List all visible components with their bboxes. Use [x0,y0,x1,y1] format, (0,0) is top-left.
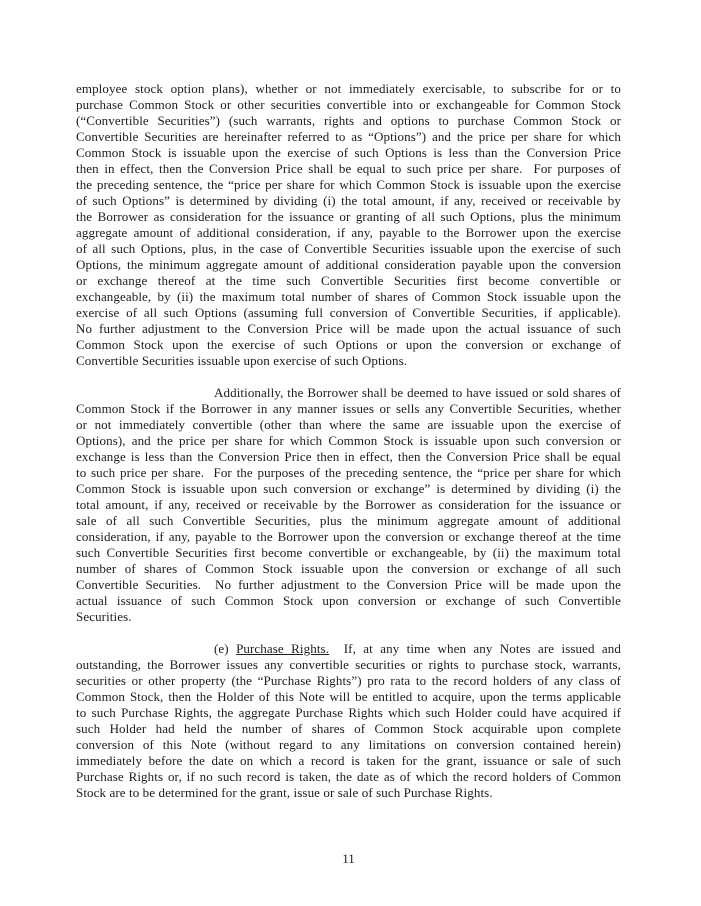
text-segment: the Borrower as consideration for the issuance or granting of all such Options, plus the minimum [76,209,621,224]
text-segment: or exchange thereof at the time such Convertible Securities first become convertible or [76,273,621,288]
text-segment: such Convertible Securities first become convertible or exchangeable, by (ii) the maximum total [76,545,621,560]
text-line [76,81,621,97]
options-adjustment-paragraph [76,81,621,369]
text-line [76,241,621,257]
text-segment: aggregate amount of additional consideration, if any, payable to the Borrower upon the exercise [76,225,621,240]
text-segment: then in effect, then the Conversion Price shall be equal to such price per share. For purposes of [76,161,621,176]
text-line [76,545,621,561]
text-line [76,561,621,577]
convertible-securities-paragraph [76,385,621,625]
text-line [76,97,621,113]
text-segment: Options, the minimum aggregate amount of additional consideration payable upon the conversion [76,257,621,272]
text-segment: immediately before the date on which a record is taken for the grant, issuance or sale of such [76,753,621,768]
text-segment: conversion of this Note (without regard to any limitations on conversion contained herein) [76,737,621,752]
text-line [76,177,621,193]
text-line [76,209,621,225]
text-line [76,705,621,721]
text-segment: Purchase Rights or, if no such record is taken, the date as of which the record holders of Common [76,769,621,784]
text-line [76,609,621,625]
text-segment: total amount, if any, received or receivable by the Borrower as consideration for the issuance or [76,497,621,512]
text-line [76,737,621,753]
text-segment: exchange is less than the Conversion Price then in effect, then the Conversion Price shall be equal [76,449,621,464]
text-line [76,161,621,177]
purchase-rights-paragraph [76,641,621,801]
text-segment: Convertible Securities issuable upon exercise of such Options. [76,353,408,368]
text-line [76,449,621,465]
text-line [76,225,621,241]
page-number: 11 [342,851,355,866]
text-segment: Common Stock is issuable upon the exercise of such Options is less than the Conversion Price [76,145,621,160]
text-segment: Convertible Securities are hereinafter referred to as “Options”) and the price per share for which [76,129,621,144]
text-line [76,417,621,433]
text-line [76,337,621,353]
text-segment: securities or other property (the “Purchase Rights”) pro rata to the record holders of any class of [76,673,621,688]
text-segment: of all such Options, plus, in the case of Convertible Securities issuable upon the exercise of such [76,241,621,256]
text-segment: to such Purchase Rights, the aggregate Purchase Rights which such Holder could have acquired if [76,705,621,720]
text-line [76,689,621,705]
text-segment: of such Options” is determined by dividing (i) the total amount, if any, received or receivable by [76,193,621,208]
text-segment: Common Stock, then the Holder of this Note will be entitled to acquire, upon the terms applicable [76,689,621,704]
text-line [76,257,621,273]
text-segment: No further adjustment to the Conversion Price will be made upon the actual issuance of such [76,321,621,336]
text-line [76,353,621,369]
text-line [76,401,621,417]
text-segment: exchangeable, by (ii) the maximum total number of shares of Common Stock issuable upon the [76,289,621,304]
text-line [76,497,621,513]
text-segment: sale of all such Convertible Securities, plus the minimum aggregate amount of additional [76,513,621,528]
text-line [76,321,621,337]
text-line [76,769,621,785]
text-segment: the preceding sentence, the “price per share for which Common Stock is issuable upon the exercise [76,177,621,192]
text-line [76,593,621,609]
text-line [76,129,621,145]
text-segment: (“Convertible Securities”) (such warrants, rights and options to purchase Common Stock or [76,113,621,128]
text-segment: Common Stock upon the exercise of such Options or upon the conversion or exchange of [76,337,621,352]
text-segment: number of shares of Common Stock issuable upon the conversion or exchange of all such [76,561,621,576]
text-line [76,113,621,129]
text-segment: consideration, if any, payable to the Borrower upon the conversion or exchange thereof at the time [76,529,621,544]
text-line [76,785,621,801]
text-line [76,481,621,497]
text-line [76,193,621,209]
text-line [76,753,621,769]
text-segment: or not immediately convertible (other than where the same are issuable upon the exercise of [76,417,621,432]
text-segment: Options), and the price per share for which Common Stock is issuable upon such conversion or [76,433,621,448]
text-segment: Securities. [76,609,132,624]
text-line [76,513,621,529]
text-line [76,577,621,593]
text-line [76,145,621,161]
text-segment: purchase Common Stock or other securities convertible into or exchangeable for Common Stock [76,97,621,112]
text-segment: such Holder had held the number of shares of Common Stock acquirable upon complete [76,721,621,736]
text-line [76,657,621,673]
text-line [76,289,621,305]
text-segment: employee stock option plans), whether or not immediately exercisable, to subscribe for or to [76,81,621,96]
text-segment: Additionally, the Borrower shall be deemed to have issued or sold shares of [214,385,621,400]
text-line [76,465,621,481]
text-line [76,529,621,545]
text-line [76,721,621,737]
text-line [76,433,621,449]
text-line [76,305,621,321]
underlined-heading: Purchase Rights. [236,641,330,656]
text-segment: Convertible Securities. No further adjustment to the Conversion Price will be made upon the [76,577,621,592]
text-line [76,273,621,289]
text-segment: to such price per share. For the purposes of the preceding sentence, the “price per share for which [76,465,621,480]
text-line [76,673,621,689]
text-segment: exercise of all such Options (assuming full conversion of Convertible Securities, if applicable). [76,305,621,320]
document-body [76,81,621,817]
text-segment: actual issuance of such Common Stock upon conversion or exchange of such Convertible [76,593,621,608]
text-segment: Common Stock is issuable upon such conversion or exchange” is determined by dividing (i) the [76,481,621,496]
text-line [76,641,621,657]
text-segment: Common Stock if the Borrower in any manner issues or sells any Convertible Securities, whether [76,401,621,416]
text-segment: outstanding, the Borrower issues any convertible securities or rights to purchase stock, warrants, [76,657,621,672]
text-segment: If, at any time when any Notes are issued and [329,641,621,656]
text-segment: Stock are to be determined for the grant, issue or sale of such Purchase Rights. [76,785,493,800]
text-segment: (e) [214,641,237,656]
text-line [76,385,621,401]
